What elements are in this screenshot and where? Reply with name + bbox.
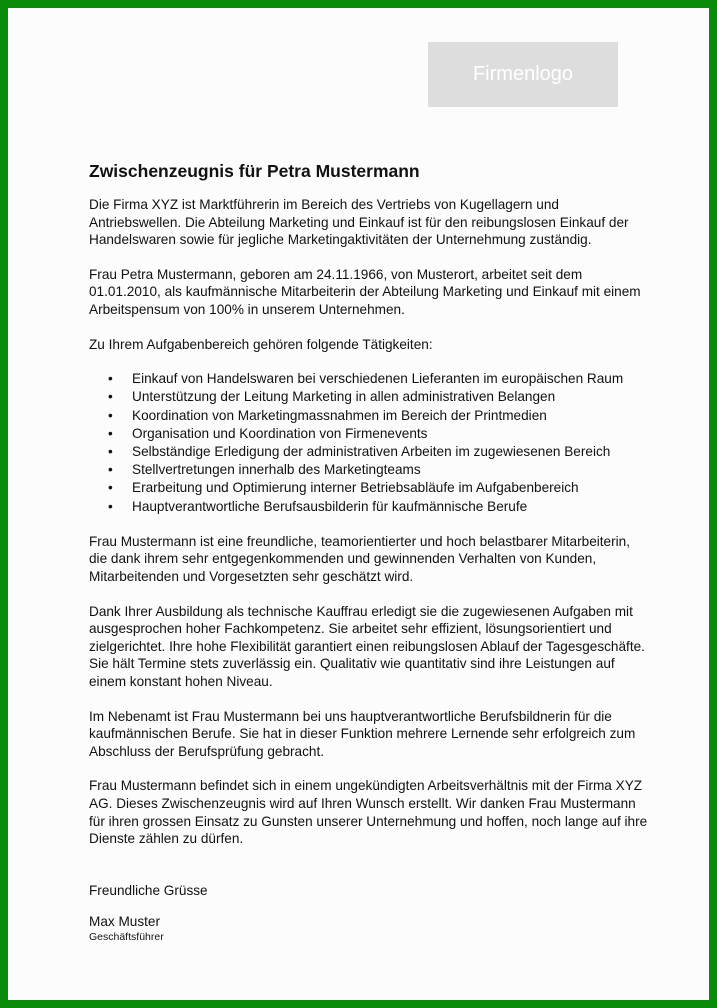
list-item: • Koordination von Marketingmassnahmen im Bereich der Printmedien	[132, 407, 649, 425]
list-item: • Einkauf von Handelswaren bei verschiedenen Lieferanten im europäischen Raum	[132, 370, 649, 388]
paragraph-personality: Frau Mustermann ist eine freundliche, teamorientierter und hoch belastbarer Mitarbeiterin, die dank ihrem sehr entgegenkommenden und gewinnenden Verhalten von Kunden, Mitarbeitenden und Vorgesetzten sehr geschätzt wird.	[89, 533, 630, 584]
document-title: Zwischenzeugnis für Petra Mustermann	[89, 161, 420, 181]
paragraph-tasks-intro: Zu Ihrem Aufgabenbereich gehören folgende Tätigkeiten:	[89, 336, 433, 352]
paragraph-competence: Dank Ihrer Ausbildung als technische Kauffrau erledigt sie die zugewiesenen Aufgaben mit ausgesprochen hoher Fachkompetenz. Sie arbeitet sehr effizient, lösungsorientiert und zielgerichtet. Ihre hohe Flexibilität garantiert einen reibungslosen Ablauf der Tagesgeschäfte. Sie hält Termine stets zuverlässig ein. Qualitativ wie quantitativ sind ihre Leistungen auf einem konstant hohen Niveau.	[89, 603, 645, 689]
signer-title: Geschäftsführer	[89, 930, 164, 943]
list-item: • Selbständige Erledigung der administrativen Arbeiten im zugewiesenen Bereich	[132, 443, 649, 461]
list-item: • Stellvertretungen innerhalb des Marketingteams	[132, 461, 649, 479]
list-item: • Organisation und Koordination von Firmenevents	[132, 425, 649, 443]
closing-greeting: Freundliche Grüsse	[89, 882, 208, 898]
paragraph-side-role: Im Nebenamt ist Frau Mustermann bei uns hauptverantwortliche Berufsbildnerin für die kaufmännischen Berufe. Sie hat in dieser Funktion mehrere Lernende sehr erfolgreich zum Abschluss der Berufsprüfung gebracht.	[89, 708, 636, 759]
document-body	[89, 160, 649, 944]
list-item: • Unterstützung der Leitung Marketing in allen administrativen Belangen	[132, 388, 649, 406]
task-list	[89, 370, 649, 516]
list-item: • Hauptverantwortliche Berufsausbilderin für kaufmännische Berufe	[132, 498, 649, 516]
list-item: • Erarbeitung und Optimierung interner Betriebsabläufe im Aufgabenbereich	[132, 479, 649, 497]
paragraph-employee: Frau Petra Mustermann, geboren am 24.11.1966, von Musterort, arbeitet seit dem 01.01.2010, als kaufmännische Mitarbeiterin der Abteilung Marketing und Einkauf mit einem Arbeitspensum von 100% in unserem Unternehmen.	[89, 266, 641, 317]
company-logo-placeholder: Firmenlogo	[428, 42, 618, 107]
paragraph-company: Die Firma XYZ ist Marktführerin im Bereich des Vertriebs von Kugellagern und Antriebswellen. Die Abteilung Marketing und Einkauf ist für den reibungslosen Einkauf der Handelswaren sowie für jegliche Marketingaktivitäten der Unternehmung zuständig.	[89, 197, 629, 248]
paragraph-conclusion: Frau Mustermann befindet sich in einem ungekündigten Arbeitsverhältnis mit der Firma XYZ AG. Dieses Zwischenzeugnis wird auf Ihren Wunsch erstellt. Wir danken Frau Mustermann für ihren grossen Einsatz zu Gunsten unserer Unternehmung und hoffen, noch lange auf ihre Dienste zählen zu dürfen.	[89, 778, 648, 847]
signer-name: Max Muster	[89, 914, 161, 930]
